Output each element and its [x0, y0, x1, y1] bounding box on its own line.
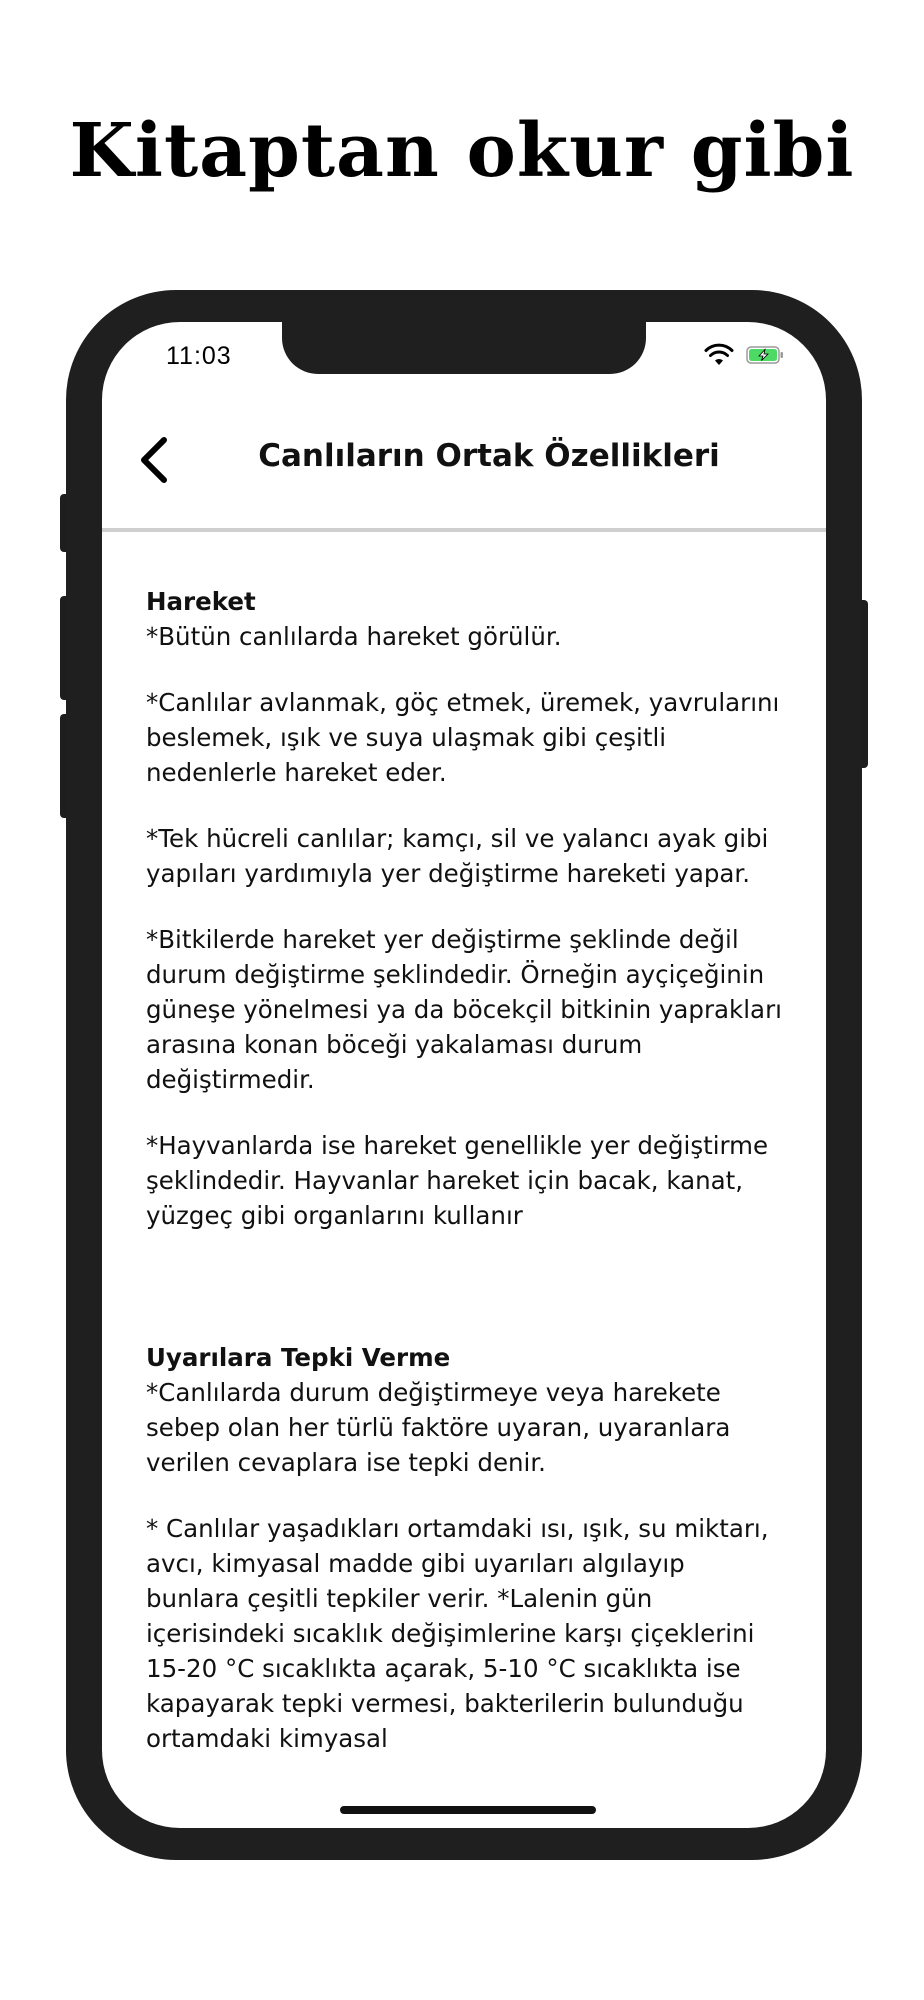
- paragraph: *Bitkilerde hareket yer değiştirme şeklinde değil durum değiştirme şeklindedir. Örneğin ayçiçeğinin güneşe yönelmesi ya da böcekçil bitkinin yaprakları arasına konan böceği yakalaması durum değiştirmedir.: [146, 925, 782, 1094]
- paragraph: *Hayvanlarda ise hareket genellikle yer değiştirme şeklindedir. Hayvanlar hareket için bacak, kanat, yüzgeç gibi organlarını kullanır: [146, 1131, 769, 1230]
- article-content[interactable]: [146, 584, 786, 1787]
- navigation-bar: [102, 402, 826, 512]
- section-hareket: [146, 584, 786, 1233]
- section-title: Uyarılara Tepki Verme: [146, 1343, 451, 1372]
- paragraph: *Canlılarda durum değiştirmeye veya harekete sebep olan her türlü faktöre uyaran, uyaranlara verilen cevaplara ise tepki denir.: [146, 1378, 731, 1477]
- paragraph: * Canlılar yaşadıkları ortamdaki ısı, ışık, su miktarı, avcı, kimyasal madde gibi uyarıları algılayıp bunlara çeşitli tepkiler verir. *Lalenin gün içerisindeki sıcaklık değişimlerine karşı çiçeklerini 15-20 °C sıcaklıkta açarak, 5-10 °C sıcaklıkta ise kapayarak tepki vermesi, bakterilerin bulunduğu ortamdaki kimyasal: [146, 1514, 769, 1753]
- chevron-left-icon[interactable]: [128, 430, 180, 490]
- phone-notch: [282, 322, 646, 374]
- section-spacer: [146, 1264, 786, 1340]
- phone-frame: [66, 290, 862, 1860]
- nav-divider: [102, 528, 826, 532]
- promo-headline: Kitaptan okur gibi: [69, 108, 855, 194]
- page-title: Canlıların Ortak Özellikleri: [258, 438, 720, 474]
- battery-charging-icon: [746, 346, 784, 364]
- section-uyarilara-tepki-verme: [146, 1340, 786, 1756]
- section-title: Hareket: [146, 587, 256, 616]
- paragraph: *Bütün canlılarda hareket görülür.: [146, 622, 562, 651]
- home-indicator[interactable]: [340, 1806, 596, 1814]
- phone-screen: [102, 322, 826, 1828]
- paragraph: *Tek hücreli canlılar; kamçı, sil ve yalancı ayak gibi yapıları yardımıyla yer değiştirme hareketi yapar.: [146, 824, 769, 888]
- wifi-icon: [704, 343, 734, 367]
- paragraph: *Canlılar avlanmak, göç etmek, üremek, yavrularını beslemek, ışık ve suya ulaşmak gibi çeşitli nedenlerle hareket eder.: [146, 688, 780, 787]
- status-time: 11:03: [166, 342, 232, 370]
